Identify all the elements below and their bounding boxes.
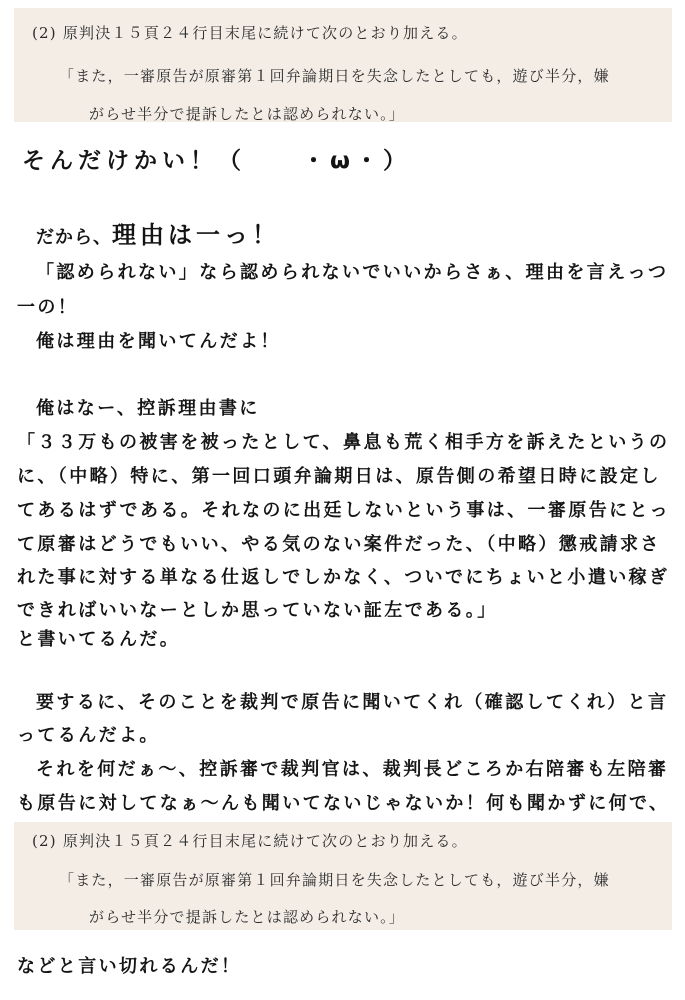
emphasis-line xyxy=(36,223,280,247)
quote-line-1: (2) 原判決１５頁２４行目末尾に続けて次のとおり加える。 xyxy=(32,24,468,42)
body-line: に、（中略）特に、第一回口頭弁論期日は、原告側の希望日時に設定し xyxy=(17,466,661,487)
body-line: 「３３万もの被害を被ったとして、鼻息も荒く相手方を訴えたというの xyxy=(17,432,670,453)
closing-line: などと言い切れるんだ！ xyxy=(17,956,242,977)
quoted-judgment-bottom xyxy=(14,822,672,930)
body-line: できればいいなーとしか思っていない証左である。」 xyxy=(17,600,498,621)
quote-line-2: 「また，一審原告が原審第１回弁論期日を失念したとしても，遊び半分，嫌 xyxy=(59,871,610,889)
body-line: と書いてるんだ。 xyxy=(17,629,181,650)
body-line: て原審はどうでもいい、やる気のない案件だった、（中略）懲戒請求さ xyxy=(17,534,661,555)
quote-line-3: がらせ半分で提訴したとは認められない。」 xyxy=(89,105,406,123)
quote-line-3: がらせ半分で提訴したとは認められない。」 xyxy=(89,908,406,926)
body-line: 「認められない」なら認められないでいいからさぁ、理由を言えっつ xyxy=(36,262,669,283)
body-line: それを何だぁ～、控訴審で裁判官は、裁判長どころか右陪審も左陪審 xyxy=(36,759,669,780)
quote-line-2: 「また，一審原告が原審第１回弁論期日を失念したとしても，遊び半分，嫌 xyxy=(59,67,610,85)
body-line: 一の！ xyxy=(17,297,79,318)
body-line: れた事に対する単なる仕返しでしかなく、ついでにちょいと小遣い稼ぎ xyxy=(17,567,670,588)
body-line: ってるんだよ。 xyxy=(17,725,160,746)
body-line: 俺はなー、控訴理由書に xyxy=(36,398,260,419)
emphasis-prefix: だから、 xyxy=(36,227,112,248)
body-line: てあるはずである。それなのに出廷しないという事は、一審原告にとっ xyxy=(17,500,670,521)
heading: そんだけかい！（ ・ω・） xyxy=(22,148,411,174)
quote-line-1: (2) 原判決１５頁２４行目末尾に続けて次のとおり加える。 xyxy=(32,832,468,850)
quoted-judgment-top xyxy=(14,8,672,122)
body-line: 俺は理由を聞いてんだよ！ xyxy=(36,331,281,352)
emphasis-main: 理由は一っ！ xyxy=(112,221,280,249)
body-line: 要するに、そのことを裁判で原告に聞いてくれ（確認してくれ）と言 xyxy=(36,692,669,713)
body-line: も原告に対してなぁ～んも聞いてないじゃないか！何も聞かずに何で、 xyxy=(17,793,670,814)
